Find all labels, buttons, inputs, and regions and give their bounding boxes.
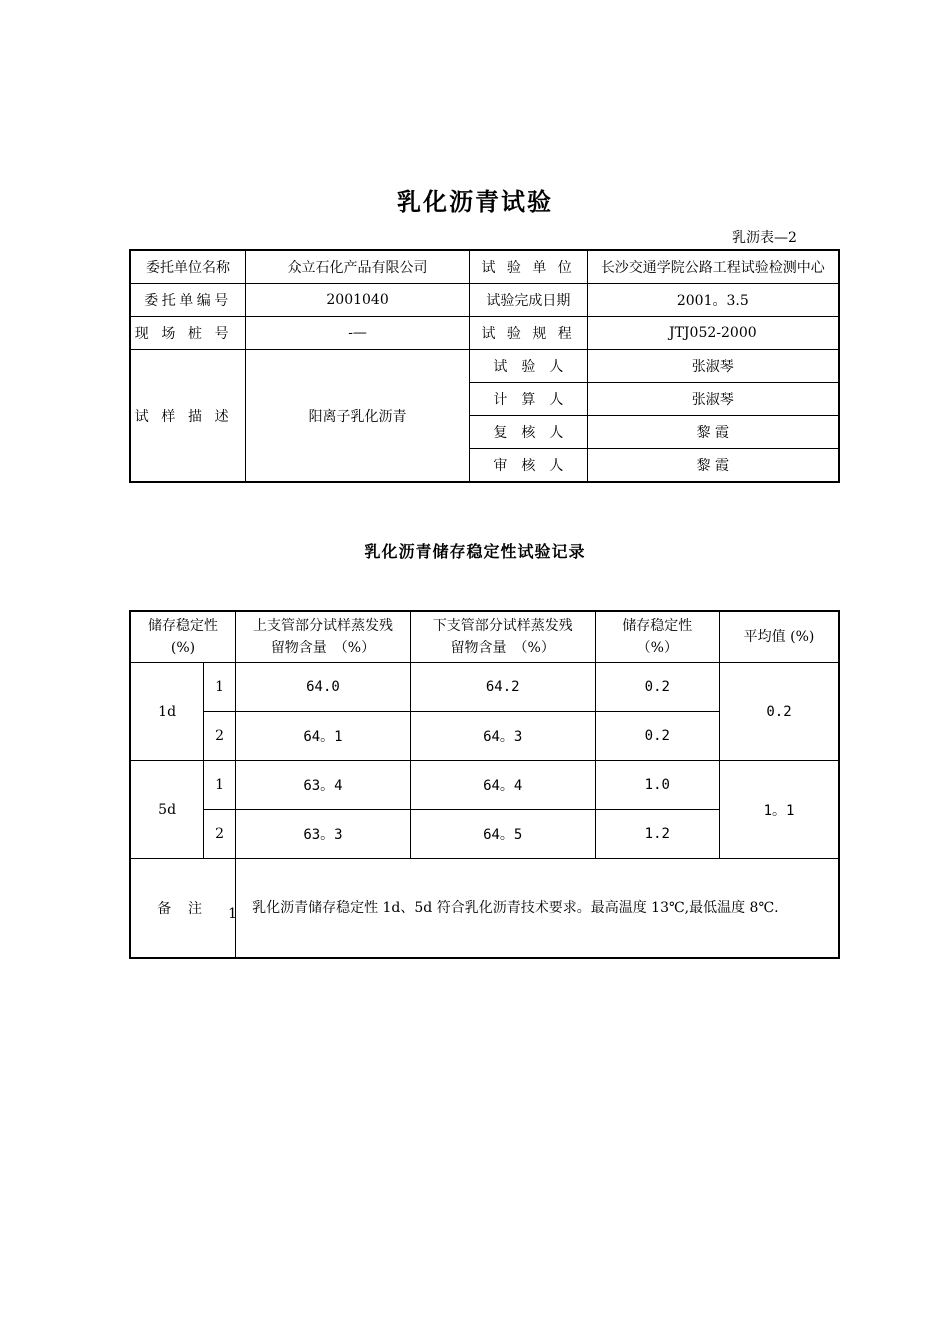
- test-info-table: [129, 249, 840, 483]
- order-label: 委托单编号: [130, 284, 246, 317]
- upper-residue: 63。4: [236, 761, 411, 810]
- stability-value: 1.2: [595, 810, 719, 859]
- lower-residue: 64。3: [410, 712, 595, 761]
- date-value: 2001。3.5: [587, 284, 839, 317]
- upper-residue: 64.0: [236, 663, 411, 712]
- header-upper-residue: [236, 611, 411, 663]
- form-number: 乳沥表—2: [732, 230, 797, 246]
- stability-table: [129, 610, 840, 959]
- table-row: [130, 284, 839, 317]
- document-title: 乳化沥青试验: [397, 187, 553, 216]
- site-label: 现场桩号: [130, 317, 246, 350]
- group-label: 5d: [130, 761, 204, 859]
- site-value: -—: [246, 317, 470, 350]
- sample-label: 试样描述: [130, 350, 246, 483]
- header-stability: [595, 611, 719, 663]
- lower-residue: 64。5: [410, 810, 595, 859]
- upper-residue: 64。1: [236, 712, 411, 761]
- order-value: 2001040: [246, 284, 470, 317]
- lower-residue: 64.2: [410, 663, 595, 712]
- lab-value: 长沙交通学院公路工程试验检测中心: [587, 250, 839, 284]
- client-label: 委托单位名称: [130, 250, 246, 284]
- calc-label: 计 算 人: [470, 383, 588, 416]
- sample-number: 1: [204, 663, 236, 712]
- lower-residue: 64。4: [410, 761, 595, 810]
- header-text: 储存稳定性: [622, 618, 693, 634]
- table-row: [130, 317, 839, 350]
- group-label: 1d: [130, 663, 204, 761]
- header-text: 储存稳定性: [148, 618, 219, 634]
- calc-value: 张淑琴: [587, 383, 839, 416]
- review-label: 复 核 人: [470, 416, 588, 449]
- date-label: 试验完成日期: [470, 284, 588, 317]
- header-text: （%）: [636, 640, 678, 656]
- upper-residue: 63。3: [236, 810, 411, 859]
- remark-cell: [228, 859, 839, 959]
- header-stability-days: [130, 611, 236, 663]
- average-value: 1。1: [720, 761, 839, 859]
- tester-value: 张淑琴: [587, 350, 839, 383]
- header-text: 留物含量 （%）: [450, 640, 555, 656]
- section-title: 乳化沥青储存稳定性试验记录: [364, 542, 586, 561]
- header-text: 下支管部分试样蒸发残: [432, 618, 573, 634]
- sample-value: 阳离子乳化沥青: [246, 350, 470, 483]
- table-row: [130, 350, 839, 383]
- tester-label: 试 验 人: [470, 350, 588, 383]
- lab-label: 试 验 单 位: [470, 250, 588, 284]
- spec-value: JTJ052-2000: [587, 317, 839, 350]
- header-lower-residue: [410, 611, 595, 663]
- sample-number: 2: [204, 712, 236, 761]
- remark-text: 乳化沥青储存稳定性 1d、5d 符合乳化沥青技术要求。最高温度 13℃,最低温度 8℃.: [252, 900, 779, 916]
- sample-number: 2: [204, 810, 236, 859]
- spec-label: 试 验 规 程: [470, 317, 588, 350]
- table-row: [130, 250, 839, 284]
- remark-label: 备注: [130, 859, 236, 959]
- stability-value: 0.2: [595, 663, 719, 712]
- table-row: [130, 663, 839, 712]
- audit-label: 审 核 人: [470, 449, 588, 483]
- stability-value: 1.0: [595, 761, 719, 810]
- header-average: 平均值 (%): [720, 611, 839, 663]
- average-value: 0.2: [720, 663, 839, 761]
- client-value: 众立石化产品有限公司: [246, 250, 470, 284]
- header-text: 留物含量 （%）: [270, 640, 376, 656]
- remark-marker: 1: [228, 906, 237, 922]
- table-row: [130, 761, 839, 810]
- header-text: (%): [170, 640, 196, 656]
- sample-number: 1: [204, 761, 236, 810]
- review-value: 黎 霞: [587, 416, 839, 449]
- remark-row: [130, 859, 839, 959]
- header-row: [130, 611, 839, 663]
- audit-value: 黎 霞: [587, 449, 839, 483]
- header-text: 上支管部分试样蒸发残: [252, 618, 393, 634]
- stability-value: 0.2: [595, 712, 719, 761]
